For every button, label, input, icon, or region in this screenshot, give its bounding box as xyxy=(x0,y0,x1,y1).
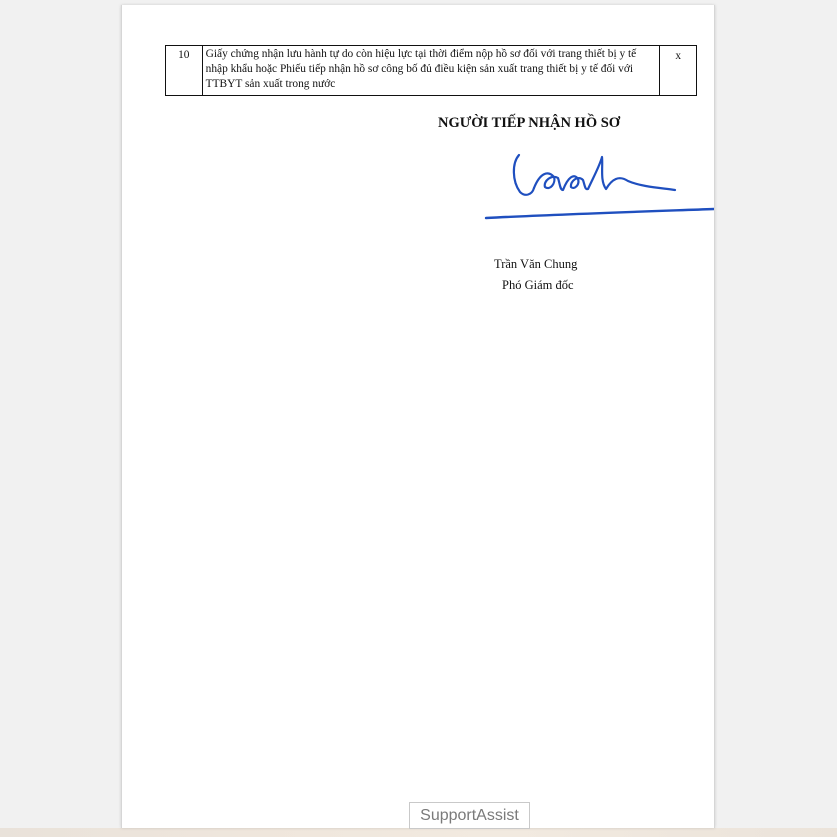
row-mark-cell: x xyxy=(660,46,697,96)
support-assist-button[interactable]: SupportAssist xyxy=(409,802,530,829)
signature-stroke xyxy=(534,157,675,190)
signer-position: Phó Giám đốc xyxy=(502,278,574,292)
receiver-title: NGƯỜI TIẾP NHẬN HỒ SƠ xyxy=(438,115,621,131)
desktop-strip xyxy=(0,828,837,837)
signature-stroke xyxy=(514,155,534,195)
signer-name: Trần Văn Chung xyxy=(494,257,578,271)
document-page xyxy=(121,5,715,828)
row-number-cell: 10 xyxy=(166,46,203,96)
table-row xyxy=(166,46,697,96)
signature-image xyxy=(482,143,714,225)
checklist-table xyxy=(165,45,697,96)
row-content-cell: Giấy chứng nhận lưu hành tự do còn hiệu lực tại thời điểm nộp hồ sơ đối với trang thiết bị y tế nhập khẩu hoặc Phiếu tiếp nhận hồ sơ công bố đủ điều kiện sản xuất trang thiết bị y tế đối với TTBYT sản xuất trong nước xyxy=(202,46,660,96)
signature-underline xyxy=(486,209,714,218)
